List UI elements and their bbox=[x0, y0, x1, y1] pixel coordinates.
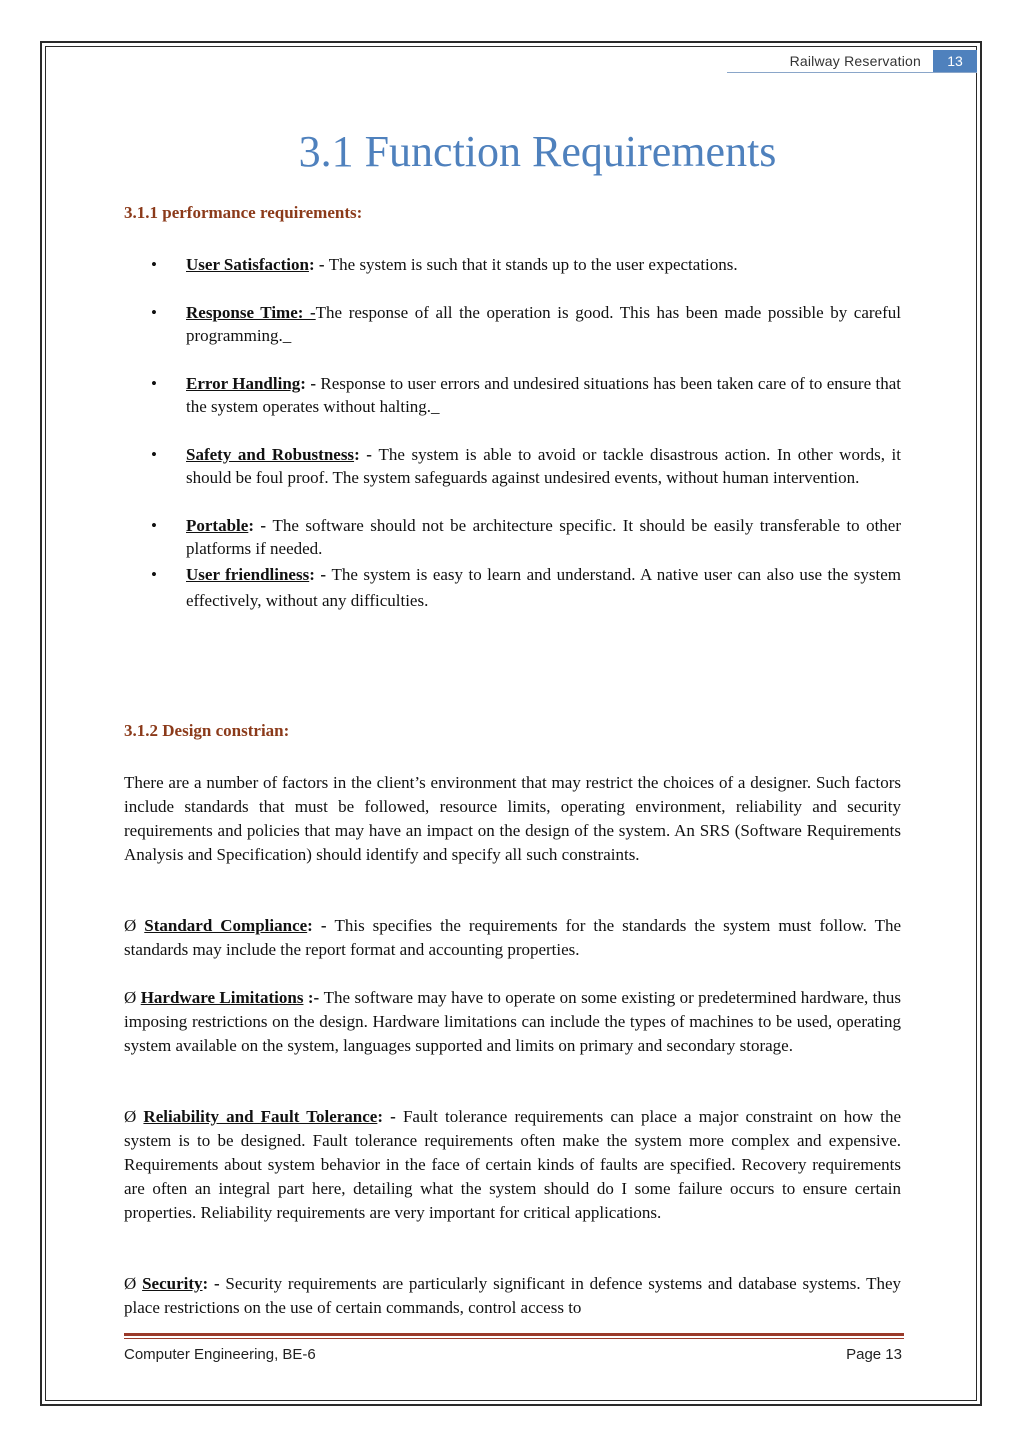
performance-list bbox=[124, 253, 901, 614]
list-item bbox=[124, 514, 901, 560]
constraint-item bbox=[124, 1272, 901, 1320]
page-footer bbox=[124, 1346, 902, 1363]
item-term: Reliability and Fault Tolerance bbox=[143, 1107, 378, 1126]
item-separator: : - bbox=[248, 516, 273, 535]
item-term: Response Time: - bbox=[186, 303, 316, 322]
item-term: Standard Compliance bbox=[144, 916, 308, 935]
bullet-icon: • bbox=[151, 445, 157, 464]
item-separator: : - bbox=[307, 916, 335, 935]
list-item bbox=[124, 372, 901, 418]
footer-right: Page 13 bbox=[846, 1346, 902, 1363]
item-term: Error Handling bbox=[186, 374, 301, 393]
item-separator: : - bbox=[202, 1274, 226, 1293]
item-term: Hardware Limitations bbox=[140, 988, 304, 1007]
item-text: The system is able to avoid or tackle disastrous action. In other words, it should be foul proof. The system safeguards against undesired events, without human intervention. bbox=[186, 445, 901, 487]
arrow-marker-icon: Ø bbox=[124, 1107, 144, 1126]
item-text: Response to user errors and undesired situations has been taken care of to ensure that the system operates without halting._ bbox=[186, 374, 901, 416]
header-divider bbox=[727, 72, 977, 73]
item-separator: : - bbox=[354, 445, 379, 464]
footer-divider-thin bbox=[124, 1338, 904, 1339]
item-term: User friendliness bbox=[186, 565, 310, 584]
arrow-marker-icon: Ø bbox=[124, 988, 141, 1007]
list-item bbox=[124, 253, 901, 276]
item-term: Safety and Robustness bbox=[186, 445, 355, 464]
item-separator: : - bbox=[300, 374, 321, 393]
footer-divider-thick bbox=[124, 1333, 904, 1336]
item-text: The software may have to operate on some existing or predetermined hardware, thus imposing restrictions on the design. Hardware limitations can include the types of machines to be used, operating system available on the system, languages supported and limits on primary and secondary storage. bbox=[124, 988, 902, 1055]
page-title: 3.1 Function Requirements bbox=[298, 127, 777, 176]
bullet-icon: • bbox=[151, 255, 157, 274]
bullet-icon: • bbox=[151, 565, 157, 584]
list-item bbox=[124, 562, 901, 614]
item-text: Security requirements are particularly significant in defence systems and database systems. They place restrictions on the use of certain commands, control access to bbox=[124, 1274, 902, 1317]
arrow-marker-icon: Ø bbox=[124, 1274, 143, 1293]
item-text: The response of all the operation is good. This has been made possible by careful programming._ bbox=[186, 303, 901, 345]
list-item bbox=[124, 443, 901, 489]
item-text: Fault tolerance requirements can place a major constraint on how the system is to be designed. Fault tolerance requirements often make the system more complex and expensive. Requirements about system behavior in the face of certain kinds of faults are specified. Recovery requirements are often an integral part here, detailing what the system should do I some failure occurs to ensure certain properties. Reliability requirements are very important for critical applications. bbox=[124, 1107, 901, 1222]
header-title: Railway Reservation bbox=[789, 53, 921, 69]
constraint-item bbox=[124, 1105, 901, 1225]
bullet-icon: • bbox=[151, 374, 157, 393]
section-heading-text: 3.1.1 performance requirements: bbox=[124, 203, 363, 222]
constraint-item bbox=[124, 914, 901, 962]
item-separator: : - bbox=[308, 255, 329, 274]
section-heading-design bbox=[124, 721, 901, 741]
item-text: The system is such that it stands up to the user expectations. bbox=[328, 255, 738, 274]
arrow-marker-icon: Ø bbox=[124, 916, 145, 935]
section-heading-text: 3.1.2 Design constrian: bbox=[124, 721, 290, 740]
page-header bbox=[790, 50, 977, 72]
paragraph: There are a number of factors in the client’s environment that may restrict the choices of a designer. Such factors include standards that must be followed, resource limits, operating environment, reliability and security requirements and policies that may have an impact on the design of the system. An SRS (Software Requirements Analysis and Specification) should identify and specify all such constraints. bbox=[124, 773, 901, 864]
item-text: This specifies the requirements for the standards the system must follow. The standards may include the report format and accounting properties. bbox=[124, 916, 901, 959]
footer-left: Computer Engineering, BE-6 bbox=[124, 1346, 316, 1363]
item-term: Portable bbox=[186, 516, 249, 535]
item-separator: : - bbox=[377, 1107, 403, 1126]
section-heading-performance bbox=[124, 203, 901, 223]
header-page-number: 13 bbox=[933, 50, 977, 72]
constraint-item bbox=[124, 986, 901, 1058]
list-item bbox=[124, 301, 901, 347]
bullet-icon: • bbox=[151, 303, 157, 322]
item-text: The software should not be architecture specific. It should be easily transferable to other platforms if needed. bbox=[186, 516, 902, 558]
item-term: Security bbox=[142, 1274, 203, 1293]
item-separator: : - bbox=[309, 565, 332, 584]
item-separator: :- bbox=[303, 988, 324, 1007]
item-term: User Satisfaction bbox=[186, 255, 309, 274]
design-intro bbox=[124, 771, 901, 867]
item-text: The system is easy to learn and understand. A native user can also use the system effectively, without any difficulties. bbox=[186, 565, 901, 610]
bullet-icon: • bbox=[151, 516, 157, 535]
